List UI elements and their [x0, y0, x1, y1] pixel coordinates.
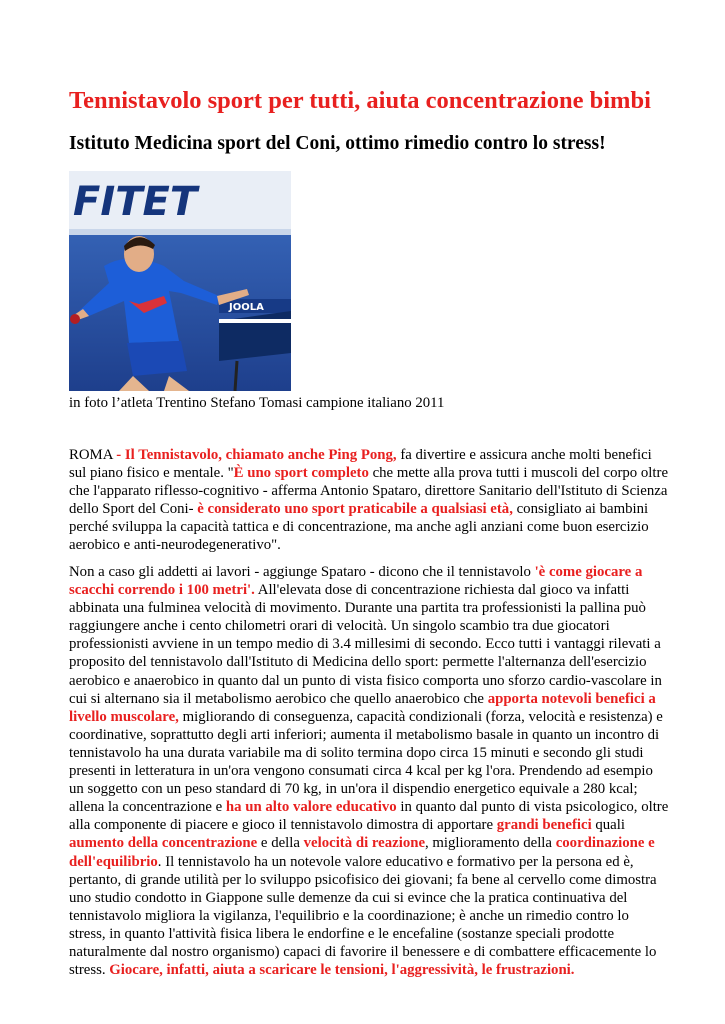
paragraph-text: . Il tennistavolo ha un notevole valore educativo e formativo per la persona ed è, pertanto, di grande utilità per lo sviluppo psicofisico dei giovani; fa bene al cervello come dimostra uno studio condotto in Giappone sulle demenze da cui si evince che la pratica continuativa del tennistavolo migliora la vigilanza, l'equilibrio e la coordinazione; è anche un rimedio contro lo stress, in quanto l'attività fisica libera le endorfine e le encefaline (sostanze speciali prodotte naturalmente dal nostro organismo) capaci di favorire il benessere e di combattere efficacemente lo stress.	[69, 853, 657, 979]
paragraph-text: ROMA	[69, 447, 117, 463]
paragraph-text: che mette alla prova tutti i muscoli del corpo oltre che l'apparato riflesso-cognitivo - afferma Antonio Spataro, direttore Sanitario dell'Istituto di Scienza dello Sport del Coni-	[69, 465, 669, 518]
athlete-photo	[69, 171, 291, 391]
highlighted-text: ha un alto valore educativo	[225, 799, 397, 816]
paragraph-text: quali	[591, 817, 625, 834]
article-title: Tennistavolo sport per tutti, aiuta concentrazione bimbi	[69, 87, 651, 114]
article-subtitle: Istituto Medicina sport del Coni, ottimo rimedio contro lo stress!	[69, 133, 606, 154]
paragraph-text: e della	[257, 835, 304, 852]
highlighted-text: Giocare, infatti, aiuta a scaricare le tensioni, l'aggressività, le frustrazioni.	[109, 962, 575, 979]
highlighted-text: coordinazione e dell'equilibrio	[69, 835, 655, 870]
highlighted-text: 'è come giocare a scacchi correndo i 100 metri'.	[69, 564, 643, 599]
paragraph-text: Non a caso gli addetti ai lavori - aggiunge Spataro - dicono che il tennistavolo	[69, 564, 535, 580]
paragraph-text: migliorando di conseguenza, capacità condizionali (forza, velocità e resistenza) e coordinative, soprattutto degli arti inferiori; aumenta il metabolismo basale in quanto un incontro di tennistavolo ha una durata variabile ma di solito termina dopo circa 15 minuti e secondo gli studi presenti in letteratura in un'ora vengono consumati circa 4 kcal per kg l'ora. Prendendo ad esempio un soggetto con un peso standard di 70 kg, in un'ora il dispendio energetico equivale a 280 kcal; allena la concentrazione e	[69, 708, 663, 816]
highlighted-text: È uno sport completo	[233, 465, 369, 482]
paragraph-text: consigliato ai bambini perché sviluppa la capacità tattica e di concentrazione, ma anche agli anziani come buon esercizio aerobico e anti-neurodegenerativo".	[69, 501, 649, 554]
paragraph-text: , miglioramento della	[425, 835, 556, 852]
paragraph-text: in quanto dal punto di vista psicologico, oltre alla componente di piacere e gioco il tennistavolo dimostra di apportare	[69, 799, 669, 834]
highlighted-text: aumento della concentrazione	[69, 835, 258, 852]
highlighted-text: apporta notevoli benefici a livello muscolare,	[69, 690, 656, 725]
paragraph-text: All'elevata dose di concentrazione richiesta dal gioco va infatti abbinata una fulminea velocità di movimento. Durante una partita tra professionisti la pallina può raggiungere anche i cento chilometri orari di velocità. Un singolo scambio tra due giocatori professionisti avviene in un tempo medio di 3.4 millesimi di secondo. Ecco tutti i vantaggi rilevati a proposito del tennistavolo dall'Istituto di Medicina dello sport: permette l'alternanza dell'esercizio aerobico e anaerobico in quanto dal un punto di vista fisico comporta uno sforzo cardio-vascolare in cui si alternano sia il metabolismo aerobico che quello anaerobico che	[69, 582, 662, 707]
fitet-logo-text: FITET	[73, 179, 198, 225]
paragraph-text: fa divertire e assicura anche molti benefici sul piano fisico e mentale. "	[69, 447, 652, 482]
highlighted-text: è considerato uno sport praticabile a qualsiasi età,	[197, 501, 513, 518]
paragraph-intro	[69, 446, 669, 555]
joola-logo-text: JOOLA	[229, 302, 264, 313]
highlighted-text: velocità di reazione	[303, 835, 426, 852]
highlighted-text: - Il Tennistavolo, chiamato anche Ping Pong,	[116, 447, 397, 463]
highlighted-text: grandi benefici	[496, 817, 592, 834]
photo-caption: in foto l’atleta Trentino Stefano Tomasi campione italiano 2011	[69, 395, 445, 411]
paragraph-body	[69, 563, 669, 979]
